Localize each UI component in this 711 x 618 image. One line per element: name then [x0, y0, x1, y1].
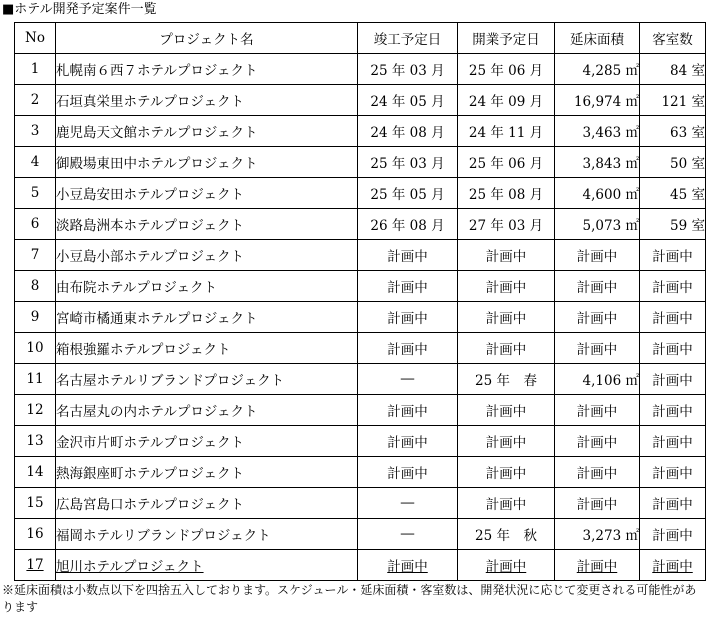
cell-opening-date — [458, 550, 555, 581]
cell-floor-area — [555, 178, 640, 209]
cell-floor-area-text: 計画中 — [576, 435, 618, 451]
cell-completion-date — [358, 116, 458, 147]
cell-completion-date — [358, 457, 458, 488]
cell-project-name — [56, 302, 358, 333]
cell-no-text: 12 — [26, 402, 44, 418]
table-row — [15, 488, 706, 519]
table-row — [15, 209, 706, 240]
table-row — [15, 333, 706, 364]
cell-completion-date-text: 25 年 03 月 — [370, 63, 445, 79]
cell-opening-date — [458, 178, 555, 209]
cell-floor-area — [555, 209, 640, 240]
cell-rooms — [640, 116, 706, 147]
cell-project-name — [56, 116, 358, 147]
cell-rooms — [640, 54, 706, 85]
cell-floor-area-text: 4,106 ㎡ — [582, 373, 639, 389]
cell-no — [15, 395, 56, 426]
cell-floor-area-text: 3,463 ㎡ — [582, 125, 639, 141]
cell-project-name — [56, 240, 358, 271]
cell-project-name — [56, 271, 358, 302]
cell-floor-area — [555, 302, 640, 333]
cell-floor-area-text: 4,600 ㎡ — [582, 187, 639, 203]
cell-no-text: 11 — [26, 371, 44, 387]
cell-project-name-text: 福岡ホテルリブランドプロジェクト — [56, 528, 271, 544]
cell-no-text: 15 — [26, 495, 44, 511]
cell-opening-date-text: 24 年 11 月 — [468, 125, 544, 141]
table-row — [15, 240, 706, 271]
table-row — [15, 54, 706, 85]
cell-no — [15, 364, 56, 395]
cell-project-name-text: 小豆島安田ホテルプロジェクト — [56, 187, 245, 203]
cell-no-text: 16 — [26, 526, 44, 542]
cell-project-name — [56, 333, 358, 364]
cell-opening-date-text: 計画中 — [485, 342, 527, 358]
cell-floor-area-text: 計画中 — [576, 559, 618, 575]
table-row — [15, 302, 706, 333]
cell-floor-area-text: 4,285 ㎡ — [582, 63, 639, 79]
cell-project-name — [56, 85, 358, 116]
cell-no — [15, 271, 56, 302]
cell-rooms-text: 計画中 — [652, 497, 693, 513]
cell-no-text: 6 — [30, 216, 40, 232]
cell-project-name-text: 熱海銀座町ホテルプロジェクト — [56, 466, 245, 482]
cell-project-name — [56, 147, 358, 178]
cell-project-name-text: 御殿場東田中ホテルプロジェクト — [56, 156, 258, 172]
cell-rooms-text: 計画中 — [652, 280, 693, 296]
cell-floor-area — [555, 488, 640, 519]
cell-opening-date — [458, 426, 555, 457]
cell-rooms-text: 計画中 — [652, 559, 693, 575]
cell-opening-date-text: 計画中 — [485, 466, 527, 482]
cell-completion-date-text: 計画中 — [387, 404, 428, 420]
table-row — [15, 178, 706, 209]
cell-floor-area-text: 計画中 — [576, 342, 618, 358]
cell-no — [15, 209, 56, 240]
cell-opening-date — [458, 333, 555, 364]
cell-opening-date-text: 計画中 — [485, 404, 527, 420]
cell-project-name-text: 石垣真栄里ホテルプロジェクト — [56, 94, 245, 110]
cell-opening-date — [458, 302, 555, 333]
header-project-name: プロジェクト名 — [56, 23, 358, 54]
cell-opening-date — [458, 209, 555, 240]
cell-completion-date-text: 計画中 — [387, 435, 428, 451]
cell-floor-area-text: 計画中 — [576, 497, 618, 513]
cell-rooms — [640, 147, 706, 178]
cell-floor-area — [555, 271, 640, 302]
cell-project-name-text: 名古屋丸の内ホテルプロジェクト — [56, 404, 258, 420]
cell-completion-date — [358, 333, 458, 364]
cell-project-name-text: 広島宮島口ホテルプロジェクト — [56, 497, 245, 513]
table-row — [15, 457, 706, 488]
table-row — [15, 550, 706, 581]
cell-rooms-text: 計画中 — [652, 342, 693, 358]
cell-completion-date-text: 計画中 — [387, 311, 428, 327]
cell-completion-date — [358, 54, 458, 85]
cell-completion-date — [358, 395, 458, 426]
cell-rooms — [640, 426, 706, 457]
cell-rooms-text: 計画中 — [652, 466, 693, 482]
cell-completion-date-text: 計画中 — [387, 342, 428, 358]
cell-completion-date — [358, 550, 458, 581]
cell-opening-date-text: 27 年 03 月 — [468, 218, 544, 234]
cell-opening-date-text: 計画中 — [485, 249, 527, 265]
table-row — [15, 85, 706, 116]
table-row — [15, 519, 706, 550]
cell-rooms — [640, 519, 706, 550]
cell-floor-area — [555, 54, 640, 85]
cell-floor-area-text: 3,273 ㎡ — [582, 528, 639, 544]
cell-rooms — [640, 271, 706, 302]
cell-project-name — [56, 550, 358, 581]
cell-completion-date-text: 計画中 — [387, 249, 428, 265]
cell-rooms — [640, 395, 706, 426]
table-row — [15, 147, 706, 178]
cell-floor-area-text: 計画中 — [576, 280, 618, 296]
cell-opening-date — [458, 364, 555, 395]
cell-opening-date — [458, 240, 555, 271]
header-opening-date: 開業予定日 — [458, 23, 555, 54]
cell-completion-date — [358, 209, 458, 240]
cell-no-text: 7 — [30, 247, 40, 263]
cell-floor-area — [555, 364, 640, 395]
cell-opening-date — [458, 488, 555, 519]
cell-rooms-text: 計画中 — [652, 249, 693, 265]
cell-project-name — [56, 54, 358, 85]
cell-rooms-text: 計画中 — [652, 528, 693, 544]
table-row — [15, 395, 706, 426]
cell-floor-area — [555, 333, 640, 364]
cell-project-name-text: 名古屋ホテルリブランドプロジェクト — [56, 373, 285, 389]
header-no: No — [15, 23, 56, 54]
cell-no — [15, 457, 56, 488]
cell-floor-area — [555, 550, 640, 581]
cell-rooms-text: 63 室 — [670, 125, 705, 141]
cell-no-text: 17 — [26, 557, 44, 573]
cell-completion-date — [358, 426, 458, 457]
cell-no — [15, 147, 56, 178]
cell-no-text: 8 — [30, 278, 40, 294]
cell-project-name — [56, 178, 358, 209]
cell-no — [15, 488, 56, 519]
cell-no — [15, 178, 56, 209]
header-completion-date: 竣工予定日 — [358, 23, 458, 54]
cell-opening-date — [458, 85, 555, 116]
cell-opening-date — [458, 395, 555, 426]
cell-no — [15, 302, 56, 333]
cell-floor-area — [555, 147, 640, 178]
cell-rooms — [640, 333, 706, 364]
cell-completion-date — [358, 519, 458, 550]
cell-rooms-text: 59 室 — [670, 218, 705, 234]
cell-no — [15, 116, 56, 147]
cell-completion-date-text: 計画中 — [387, 559, 428, 575]
cell-floor-area — [555, 519, 640, 550]
cell-rooms — [640, 550, 706, 581]
cell-opening-date-text: 計画中 — [485, 311, 527, 327]
cell-opening-date-text: 25 年 06 月 — [468, 63, 544, 79]
cell-floor-area-text: 16,974 ㎡ — [573, 94, 639, 110]
cell-opening-date-text: 25 年 08 月 — [468, 187, 544, 203]
cell-project-name — [56, 364, 358, 395]
cell-completion-date — [358, 240, 458, 271]
cell-no-text: 9 — [30, 309, 40, 325]
cell-no — [15, 550, 56, 581]
cell-no-text: 5 — [30, 185, 40, 201]
table-row — [15, 426, 706, 457]
cell-rooms — [640, 488, 706, 519]
cell-opening-date — [458, 147, 555, 178]
cell-completion-date-text: 24 年 05 月 — [370, 94, 445, 110]
cell-no — [15, 54, 56, 85]
cell-project-name — [56, 457, 358, 488]
cell-opening-date-text: 計画中 — [485, 280, 527, 296]
cell-rooms-text: 計画中 — [652, 404, 693, 420]
header-floor-area: 延床面積 — [555, 23, 640, 54]
cell-no-text: 10 — [26, 340, 44, 356]
cell-completion-date-text: 計画中 — [387, 280, 428, 296]
cell-no — [15, 240, 56, 271]
cell-opening-date — [458, 116, 555, 147]
cell-opening-date-text: 25 年 06 月 — [468, 156, 544, 172]
cell-floor-area — [555, 85, 640, 116]
cell-project-name-text: 淡路島洲本ホテルプロジェクト — [56, 218, 245, 234]
cell-rooms-text: 計画中 — [652, 311, 693, 327]
cell-no — [15, 519, 56, 550]
cell-opening-date-text: 計画中 — [485, 559, 527, 575]
cell-rooms — [640, 364, 706, 395]
cell-project-name-text: 金沢市片町ホテルプロジェクト — [56, 435, 245, 451]
cell-completion-date — [358, 85, 458, 116]
cell-opening-date — [458, 519, 555, 550]
cell-completion-date-text: ― — [400, 495, 415, 511]
cell-rooms — [640, 457, 706, 488]
hotel-development-table — [14, 22, 706, 581]
cell-completion-date — [358, 178, 458, 209]
table-header-row — [15, 23, 706, 54]
cell-rooms — [640, 302, 706, 333]
cell-no-text: 13 — [26, 433, 44, 449]
page-title: ■ホテル開発予定案件一覧 — [2, 2, 157, 17]
cell-floor-area — [555, 426, 640, 457]
cell-floor-area — [555, 395, 640, 426]
cell-completion-date-text: ― — [400, 371, 415, 387]
cell-project-name — [56, 488, 358, 519]
table-row — [15, 364, 706, 395]
cell-opening-date-text: 24 年 09 月 — [468, 94, 544, 110]
table-row — [15, 116, 706, 147]
cell-opening-date-text: 25 年 秋 — [475, 528, 537, 544]
cell-opening-date-text: 25 年 春 — [475, 373, 537, 389]
cell-no-text: 3 — [30, 123, 40, 139]
cell-project-name-text: 札幌南６西７ホテルプロジェクト — [56, 63, 258, 79]
cell-opening-date-text: 計画中 — [485, 435, 527, 451]
cell-project-name-text: 鹿児島天文館ホテルプロジェクト — [56, 125, 258, 141]
cell-project-name-text: 由布院ホテルプロジェクト — [56, 280, 218, 296]
cell-completion-date — [358, 364, 458, 395]
cell-project-name — [56, 519, 358, 550]
cell-rooms — [640, 178, 706, 209]
cell-project-name — [56, 395, 358, 426]
cell-project-name — [56, 426, 358, 457]
table-row — [15, 271, 706, 302]
cell-completion-date-text: 25 年 05 月 — [370, 187, 445, 203]
cell-rooms — [640, 209, 706, 240]
header-rooms: 客室数 — [640, 23, 706, 54]
cell-floor-area — [555, 116, 640, 147]
cell-rooms-text: 84 室 — [670, 63, 705, 79]
cell-completion-date-text: 計画中 — [387, 466, 428, 482]
cell-no-text: 1 — [30, 61, 40, 77]
cell-floor-area — [555, 240, 640, 271]
cell-project-name-text: 箱根強羅ホテルプロジェクト — [56, 342, 231, 358]
cell-floor-area-text: 計画中 — [576, 404, 618, 420]
cell-floor-area-text: 計画中 — [576, 311, 618, 327]
cell-opening-date — [458, 54, 555, 85]
cell-rooms-text: 計画中 — [652, 373, 693, 389]
cell-rooms-text: 45 室 — [670, 187, 705, 203]
cell-completion-date-text: 25 年 03 月 — [370, 156, 445, 172]
cell-completion-date-text: 26 年 08 月 — [370, 218, 445, 234]
cell-completion-date — [358, 147, 458, 178]
cell-rooms-text: 50 室 — [670, 156, 705, 172]
cell-rooms — [640, 85, 706, 116]
cell-project-name — [56, 209, 358, 240]
cell-completion-date-text: 24 年 08 月 — [370, 125, 445, 141]
cell-floor-area-text: 5,073 ㎡ — [582, 218, 639, 234]
cell-floor-area-text: 計画中 — [576, 249, 618, 265]
cell-opening-date-text: 計画中 — [485, 497, 527, 513]
footnote: ※延床面積は小数点以下を四捨五入しております。スケジュール・延床面積・客室数は、開発状況に応じて変更される可能性があります — [2, 583, 697, 614]
cell-rooms-text: 計画中 — [652, 435, 693, 451]
cell-opening-date — [458, 457, 555, 488]
cell-no-text: 4 — [30, 154, 40, 170]
cell-completion-date-text: ― — [400, 526, 415, 542]
cell-no — [15, 85, 56, 116]
cell-completion-date — [358, 488, 458, 519]
cell-completion-date — [358, 302, 458, 333]
cell-completion-date — [358, 271, 458, 302]
cell-rooms — [640, 240, 706, 271]
cell-floor-area — [555, 457, 640, 488]
cell-no — [15, 426, 56, 457]
cell-floor-area-text: 計画中 — [576, 466, 618, 482]
cell-rooms-text: 121 室 — [661, 94, 705, 110]
cell-opening-date — [458, 271, 555, 302]
cell-no-text: 14 — [26, 464, 44, 480]
cell-project-name-text: 小豆島小部ホテルプロジェクト — [56, 249, 245, 265]
cell-no-text: 2 — [30, 92, 40, 108]
cell-project-name-text: 旭川ホテルプロジェクト — [56, 559, 204, 575]
cell-project-name-text: 宮崎市橘通東ホテルプロジェクト — [56, 311, 258, 327]
cell-floor-area-text: 3,843 ㎡ — [582, 156, 639, 172]
cell-no — [15, 333, 56, 364]
